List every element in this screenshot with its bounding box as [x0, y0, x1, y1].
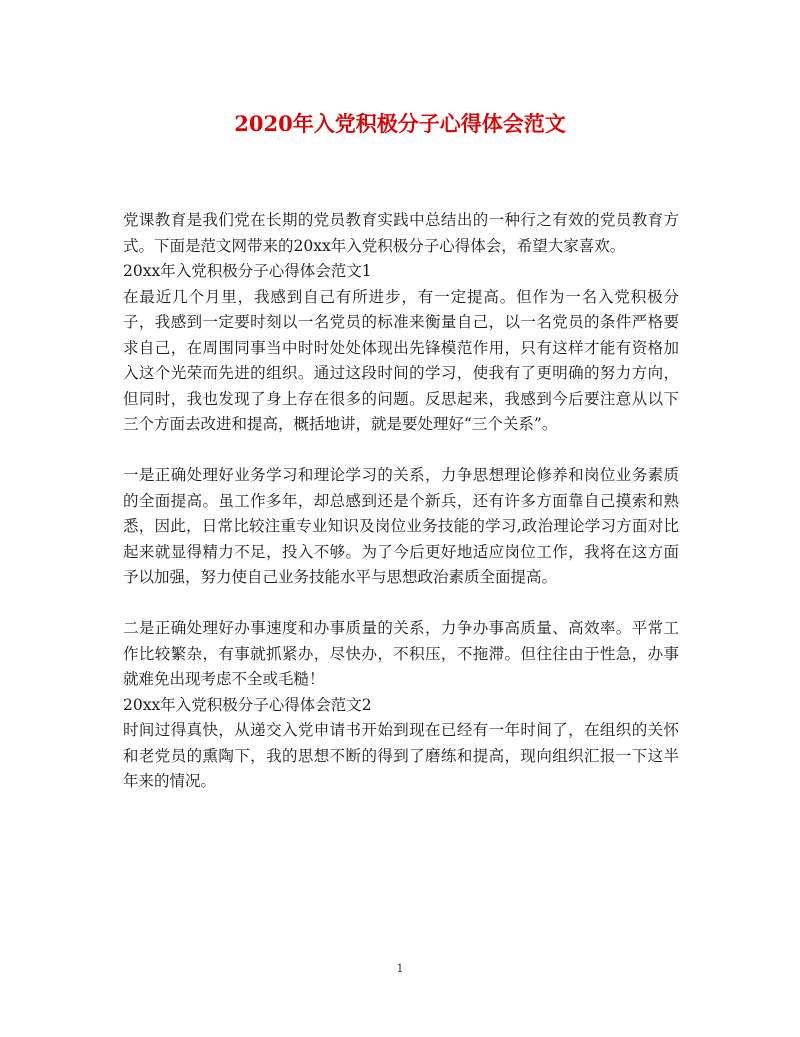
body-paragraph: 二是正确处理好办事速度和办事质量的关系，力争办事高质量、高效率。平常工作比较繁杂，有事就抓紧办，尽快办，不积压，不拖滞。但往往由于性急，办事就难免出现考虑不全或毛糙！	[123, 619, 679, 688]
body-paragraph: 在最近几个月里，我感到自己有所进步，有一定提高。但作为一名入党积极分子，我感到一定要时刻以一名党员的标准来衡量自己，以一名党员的条件严格要求自己，在周围同事当中时时处处体现出先锋模范作用，只有这样才能有资格加入这个光荣而先进的组织。通过这段时间的学习，使我有了更明确的努力方向，但同时，我也发现了身上存在很多的问题。反思起来，我感到今后要注意从以下三个方面去改进和提高，概括地讲，就是要处理好“三个关系”。	[123, 287, 679, 433]
body-paragraph: 一是正确处理好业务学习和理论学习的关系，力争思想理论修养和岗位业务素质的全面提高。虽工作多年，却总感到还是个新兵，还有许多方面靠自己摸索和熟悉，因此，日常比较注重专业知识及岗位业务技能的学习,政治理论学习方面对比起来就显得精力不足，投入不够。为了今后更好地适应岗位工作，我将在这方面予以加强，努力使自己业务技能水平与思想政治素质全面提高。	[123, 466, 679, 586]
document-title: 2020年入党积极分子心得体会范文	[234, 111, 566, 136]
page-number: 1	[396, 962, 404, 975]
section-heading-2: 20xx年入党积极分子心得体会范文2	[123, 695, 372, 714]
intro-paragraph: 党课教育是我们党在长期的党员教育实践中总结出的一种行之有效的党员教育方式。下面是范文网带来的20xx年入党积极分子心得体会，希望大家喜欢。	[123, 211, 679, 255]
body-paragraph: 时间过得真快，从递交入党申请书开始到现在已经有一年时间了，在组织的关怀和老党员的熏陶下，我的思想不断的得到了磨练和提高，现向组织汇报一下这半年来的情况。	[123, 721, 679, 790]
document-body	[123, 208, 679, 795]
section-heading-1: 20xx年入党积极分子心得体会范文1	[123, 262, 372, 280]
